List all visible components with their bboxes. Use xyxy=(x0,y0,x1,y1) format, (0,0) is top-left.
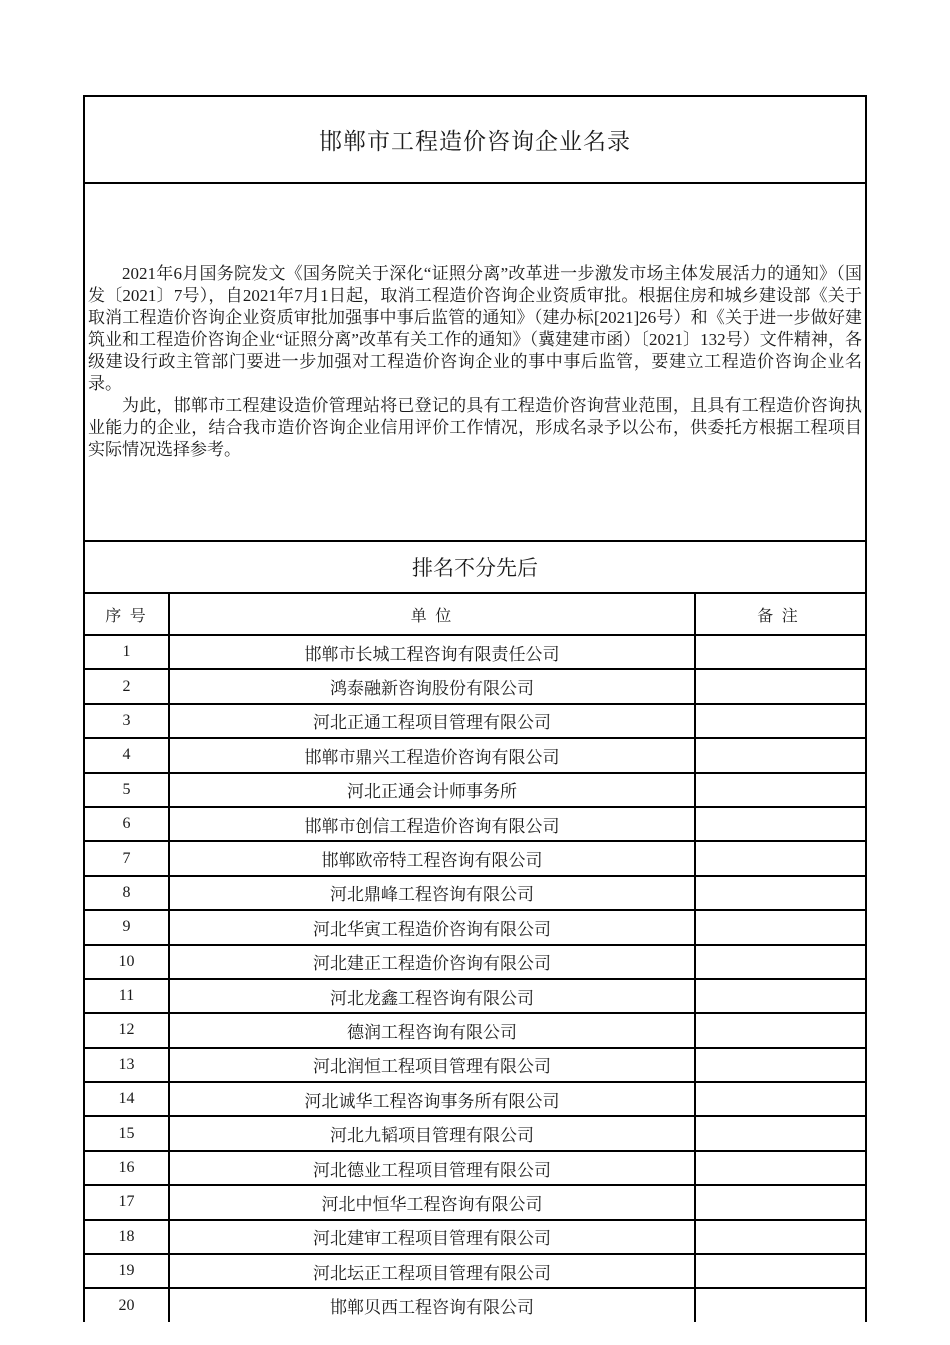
table-row xyxy=(85,1152,865,1186)
table-row xyxy=(85,946,865,980)
document-sheet xyxy=(83,95,867,1322)
table-body xyxy=(85,636,865,1322)
note-cell xyxy=(696,739,861,771)
seq-cell: 10 xyxy=(85,946,170,978)
unit-cell: 河北华寅工程造价咨询有限公司 xyxy=(170,911,696,943)
table-row xyxy=(85,808,865,842)
unit-cell: 德润工程咨询有限公司 xyxy=(170,1014,696,1046)
note-cell xyxy=(696,1186,861,1218)
seq-cell: 17 xyxy=(85,1186,170,1218)
seq-cell: 8 xyxy=(85,877,170,909)
note-cell xyxy=(696,1049,861,1081)
table-row xyxy=(85,1255,865,1289)
seq-cell: 13 xyxy=(85,1049,170,1081)
table-row xyxy=(85,1186,865,1220)
table-header-row xyxy=(85,594,865,636)
note-cell xyxy=(696,911,861,943)
seq-cell: 7 xyxy=(85,842,170,874)
companies-table xyxy=(83,592,867,1322)
note-cell xyxy=(696,1255,861,1287)
page-title: 邯郸市工程造价咨询企业名录 xyxy=(319,128,631,154)
unit-cell: 河北润恒工程项目管理有限公司 xyxy=(170,1049,696,1081)
seq-cell: 15 xyxy=(85,1117,170,1149)
table-row xyxy=(85,636,865,670)
seq-cell: 19 xyxy=(85,1255,170,1287)
table-row xyxy=(85,877,865,911)
note-cell xyxy=(696,842,861,874)
unit-cell: 河北鼎峰工程咨询有限公司 xyxy=(170,877,696,909)
header-note: 备 注 xyxy=(757,607,800,625)
note-cell xyxy=(696,1152,861,1184)
seq-cell: 5 xyxy=(85,774,170,806)
intro-paragraph-1: 2021年6月国务院发文《国务院关于深化“证照分离”改革进一步激发市场主体发展活力的通知》（国发〔2021〕7号），自2021年7月1日起，取消工程造价咨询企业资质审批。根据住房和城乡建设部《关于取消工程造价咨询企业资质审批加强事中事后监管的通知》（建办标[2021]26号）和《关于进一步做好建筑业和工程造价咨询企业“证照分离”改革有关工作的通知》（冀建建市函）〔2021〕132号）文件精神，各级建设行政主管部门要进一步加强对工程造价咨询企业的事中事后监管，要建立工程造价咨询企业名录。 xyxy=(88,264,862,393)
seq-cell: 6 xyxy=(85,808,170,840)
unit-cell: 邯郸市鼎兴工程造价咨询有限公司 xyxy=(170,739,696,771)
table-row xyxy=(85,1117,865,1151)
seq-cell: 1 xyxy=(85,636,170,668)
unit-cell: 河北建正工程造价咨询有限公司 xyxy=(170,946,696,978)
table-row xyxy=(85,1083,865,1117)
ranking-note-box xyxy=(83,540,867,594)
table-row xyxy=(85,670,865,704)
table-row xyxy=(85,1049,865,1083)
unit-cell: 河北坛正工程项目管理有限公司 xyxy=(170,1255,696,1287)
table-row xyxy=(85,1221,865,1255)
unit-cell: 邯郸市长城工程咨询有限责任公司 xyxy=(170,636,696,668)
table-row xyxy=(85,911,865,945)
seq-cell: 9 xyxy=(85,911,170,943)
note-cell xyxy=(696,808,861,840)
unit-cell: 河北中恒华工程咨询有限公司 xyxy=(170,1186,696,1218)
note-cell xyxy=(696,670,861,702)
seq-cell: 20 xyxy=(85,1289,170,1321)
note-cell xyxy=(696,877,861,909)
note-cell xyxy=(696,980,861,1012)
table-row xyxy=(85,739,865,773)
unit-cell: 河北正通工程项目管理有限公司 xyxy=(170,705,696,737)
unit-cell: 邯郸贝西工程咨询有限公司 xyxy=(170,1289,696,1321)
unit-cell: 河北九韬项目管理有限公司 xyxy=(170,1117,696,1149)
seq-cell: 2 xyxy=(85,670,170,702)
table-row xyxy=(85,774,865,808)
header-seq: 序 号 xyxy=(85,594,170,634)
intro-box xyxy=(83,182,867,542)
unit-cell: 河北建审工程项目管理有限公司 xyxy=(170,1221,696,1253)
note-cell xyxy=(696,1117,861,1149)
unit-cell: 河北德业工程项目管理有限公司 xyxy=(170,1152,696,1184)
header-unit: 单 位 xyxy=(170,594,696,634)
table-row xyxy=(85,705,865,739)
unit-cell: 河北诚华工程咨询事务所有限公司 xyxy=(170,1083,696,1115)
note-cell xyxy=(696,1083,861,1115)
seq-cell: 3 xyxy=(85,705,170,737)
note-cell xyxy=(696,1014,861,1046)
table-row xyxy=(85,1289,865,1321)
unit-cell: 鸿泰融新咨询股份有限公司 xyxy=(170,670,696,702)
unit-cell: 邯郸欧帝特工程咨询有限公司 xyxy=(170,842,696,874)
note-cell xyxy=(696,1221,861,1253)
table-row xyxy=(85,842,865,876)
table-row xyxy=(85,980,865,1014)
seq-cell: 18 xyxy=(85,1221,170,1253)
unit-cell: 河北龙鑫工程咨询有限公司 xyxy=(170,980,696,1012)
note-cell xyxy=(696,774,861,806)
table-row xyxy=(85,1014,865,1048)
seq-cell: 14 xyxy=(85,1083,170,1115)
seq-cell: 4 xyxy=(85,739,170,771)
seq-cell: 11 xyxy=(85,980,170,1012)
note-cell xyxy=(696,946,861,978)
ranking-note: 排名不分先后 xyxy=(412,557,538,580)
note-cell xyxy=(696,1289,861,1321)
title-box xyxy=(83,95,867,184)
seq-cell: 12 xyxy=(85,1014,170,1046)
unit-cell: 邯郸市创信工程造价咨询有限公司 xyxy=(170,808,696,840)
seq-cell: 16 xyxy=(85,1152,170,1184)
intro-paragraph-2: 为此，邯郸市工程建设造价管理站将已登记的具有工程造价咨询营业范围，且具有工程造价咨询执业能力的企业，结合我市造价咨询企业信用评价工作情况，形成名录予以公布，供委托方根据工程项目实际情况选择参考。 xyxy=(88,396,862,459)
note-cell xyxy=(696,636,861,668)
unit-cell: 河北正通会计师事务所 xyxy=(170,774,696,806)
note-cell xyxy=(696,705,861,737)
